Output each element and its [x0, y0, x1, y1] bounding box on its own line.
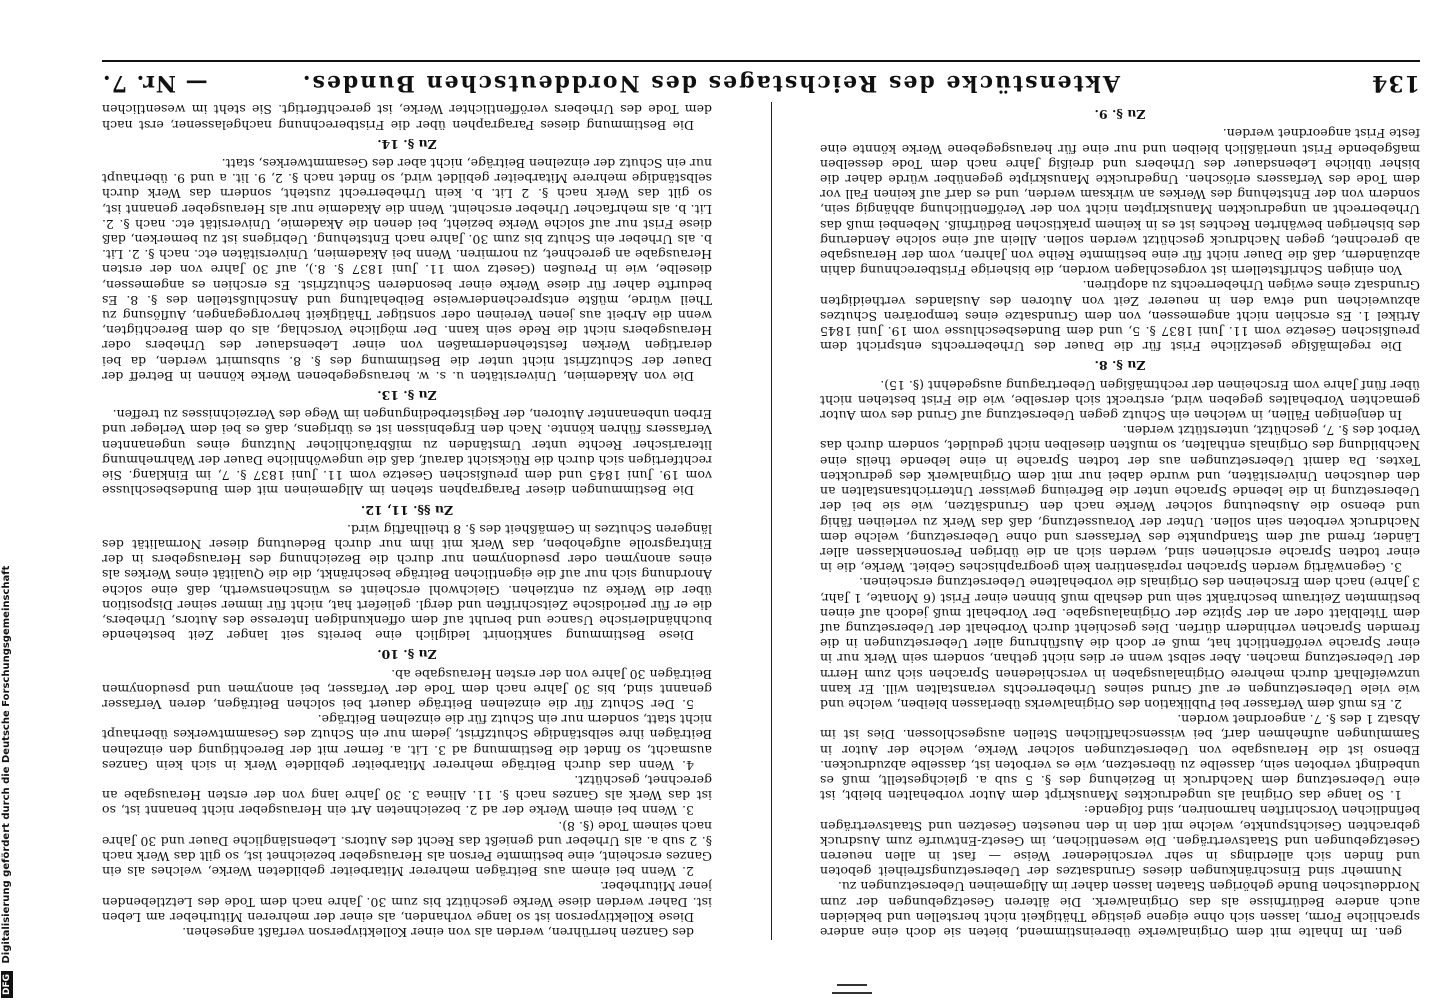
paragraph: [820, 102, 1420, 103]
left-text-column: [820, 102, 1420, 940]
paragraph: Die Bestimmung dieses Paragraphen über die Fristberechnung nachgelassener, erst nach dem Tode des Urhebers veröffentlichter Werke, ist gerechtfertigt. Sie steht im wesentlichen: [102, 102, 712, 133]
paragraph: Die Bestimmungen dieser Paragraphen stehen im Allgemeinen mit dem Bundesbeschlusse vom 19. Juni 1845 und dem preußischen Gesetze vom 11. Juni 1837 §. 7, im Einklang. Sie rechtfertigen sich durch die Rücksicht darauf, daß die ungewöhnliche Dauer der Wahrnehmung literarischer Rechte unter Umständen zu mißbräuchlicher Nutzung eines ungenannten Verfassers führen könnte. Nach den Ergebnissen ist es übrigens, daß es bei dem Verleger und Erben unbenannter Autoren, der Registerbedingungen im Wege des Verzeichnisses zu treffen.: [102, 407, 712, 499]
section-heading: Zu §. 8.: [1094, 358, 1146, 374]
section-heading: Zu §. 14.: [377, 136, 437, 152]
digitization-credit-text: Digitalisierung gefördert durch die Deutsche Forschungsgemeinschaft: [1, 565, 12, 964]
page-mark: [837, 984, 867, 986]
paragraph: 3. Wenn bei einem Werke der ad 2. bezeichneten Art ein Herausgeber nicht benannt ist, so ist das Werk als Ganzes nach §. 11. Alinea 3. 30 Jahre lang von der ersten Herausgabe an gerechnet, geschützt.: [102, 772, 712, 819]
section-heading: Zu §. 9.: [1094, 107, 1146, 123]
paragraph: Nunmehr sind Einschränkungen dieses Grundsatzes der Uebersetzungsfreiheit geboten und finden sich allerdings in sehr verschiedener Weise — fast in allen neueren Gesetzgebungen und Staatsverträgen. Die wesentlichen, im Gesetz-Entwurfe zum Ausdruck gebrachten Gesichtspunkte, welche mit den in den neuesten Gesetzen und Staatsverträgen befindlichen Vorschriften harmoniren, sind folgende:: [820, 803, 1420, 880]
paragraph: Von einigen Schriftstellern ist vorgeschlagen worden, die bisherige Fristberechnung dahin abzuändern, daß die Dauer nicht für eine bestimmte Reihe von Jahren, vom der Herausgabe ab gerechnet, gegen Nachdruck geschützt werden sollen. Allein auf eine solche Aenderung des bisherigen bewährten Rechtes ist es in keinem praktischen Bedürfniß. Nebenbei muß das Urheberrecht an ungedruckten Manuskripten nicht von der Veröffentlichung abhängig sein, sondern von der Entstehung des Werkes an wirksam werden, und es darf auf keinen Fall vor dem Tode des Verfassers erlöschen. Ungedruckte Manuskripte gegenüber würde daher die bisher übliche Lebensdauer des Urhebers und dreißig Jahre nach dem Tode desselben maßgebende Frist unerläßlich bleiben und nur eine für herausgegebene Werke könnte eine feste Frist angeordnet werden.: [820, 126, 1420, 279]
paragraph: Die von Akademien, Universitäten u. s. w. herausgegebenen Werke können in Betreff der Dauer der Schutzfrist nicht unter die Bestimmung des §. 8. subsumirt werden, da bei derartigen Werken feststehendermaßen von einer Lebensdauer des Urhebers oder Herausgebers nicht die Rede sein kann. Der mögliche Vorschlag, als ob dem Berechtigten, wenn die Arbeit aus jenen Vereinen oder sonstiger Thätigkeit hervorgegangen, Auflösung zu Theil würde, müßte entsprechenderweise Beibehaltung und Anschlußstellen des §. 8. Es bedurfte daher für diese Werke einer besonderen Schutzfrist. Es erschien es angemessen, dieselbe, wie in Preußen (Gesetz vom 11. Juni 1837 §. 8.), auf 30 Jahre von der ersten Herausgabe an gerechnet, zu normiren. Wenn bei Akademien, Universitäten etc. nach §. 2. Lit. b. als Urheber ein Schutz bis zum 30. Jahre nach Entstehung. Uebrigens ist zu bemerken, daß diese Frist nur auf solche Werke bezieht, bei denen die Akademie, Universität etc. nach §. 2. Lit. b. als mehrfacher Urheber erscheint. Wenn die Akademie nur als Herausgeber genannt ist, so gilt das Werk nach §. 2 Lit. b. kein Urheberrecht zusteht, sondern das Werk durch selbständige mehrere Mitarbeiter gebildet wird, so findet nach §. 2, 9. lit. a und 9. überhaupt nur ein Schutz der einzelnen Beiträge, nicht aber des Gesammtwerkes, statt.: [102, 156, 712, 384]
page-title: Aktenstücke des Reichstages des Norddeutschen Bundes.: [300, 70, 1120, 96]
dfg-logo-icon: DFG: [1, 971, 13, 998]
paragraph: des Ganzen herrühren, werden als von einer Kollektivperson verfaßt angesehen.: [182, 925, 694, 940]
section-heading: Zu §. 10.: [377, 647, 437, 663]
paragraph: 2. Es muß dem Verfasser bei Publikation des Originalwerks überlassen bleiben, welche und wie viele Uebersetzungen er auf Grund seines Urheberrechts veranstalten will. Er kann unzweifelhaft durch mehrere Originalausgaben in verschiedenen Sprachen sich zum Herrn der Uebersetzung machen. Aber selbst wenn er dies nicht gethan, sondern sein Werk nur in einer Sprache veröffentlicht hat, muß er doch die Ausführung aller Uebersetzungen in die fremden Sprachen verhindern dürfen. Dies geschieht durch Vorbehalt der Uebersetzung auf dem Titelblatt oder an der Spitze der Originalausgabe. Der Vorbehalt muß jedoch auf einen bestimmten Zeitraum beschränkt sein und deshalb muß binnen einer Frist (6 Monate, 1 Jahr, 3 Jahre) nach dem Erscheinen des Originals die vorbehaltene Uebersetzung erscheinen.: [820, 575, 1420, 712]
page-number: 134: [1371, 70, 1420, 96]
paragraph: Diese Kollektivperson ist so lange vorhanden, als einer der mehreren Miturheber am Leben ist. Daher werden diese Werke geschützt bis zum 30. Jahre nach dem Tode des Letztlebenden jener Miturheber.: [102, 879, 712, 925]
paragraph: In denjenigen Fällen, in welchen ein Schutz gegen Uebersetzung auf Grund des vom Autor gemachten Vorbehaltes gegeben wird, erstreckt sich derselbe, wie die Frist bestehen nicht über fünf Jahre vom Erscheinen der rechtmäßigen Uebertragung ausgedehnt (§. 15).: [820, 377, 1420, 424]
paragraph: 1. So lange das Original als ungedrucktes Manuskript dem Autor vorbehalten bleibt, ist eine Uebersetzung dem Nachdruck in Beziehung des §. 5 sub a. gleichgestellt, muß es unbedingt verboten sein, dasselbe zu übersetzen, wie es verboten ist, dasselbe abzudrucken. Ebenso ist die Herausgabe von Uebersetzungen solcher Werke, welche der Autor in Sammlungen aufnehmen darf, bei wissenschaftlichen Stellen ausgeschlossen. Dies ist im Absatz 1 des §. 7. angeordnet worden.: [820, 712, 1420, 804]
paragraph: Diese Bestimmung sanktionirt lediglich eine bereits seit langer Zeit bestehende buchhändlerische Usance und beruht auf dem offenkundigen Interesse des Autors, Urhebers, die er für periodische Zeitschriften und dergl. geliefert hat, nicht für immer seiner Disposition über die Werke zu entziehen. Gleichwohl erscheint es wünschenswerth, daß eine solche Anordnung sich nur auf die eigentlichen Beiträge beschränkt, die die Qualität eines Werkes als eines anonymen oder pseudonymen nur durch die Bezeichnung des Herausgebers in der Eintragsrolle aufgehoben, das Werk mit ihm nur durch Bedeutung dieser Normalität des längeren Schutzes in Gemäßheit des §. 8 theilhaftig wird.: [102, 521, 712, 644]
paragraph: 2. Wenn bei einem aus Beiträgen mehrerer Mitarbeiter gebildeten Werke, welches als ein Ganzes erscheint, eine bestimmte Person als Herausgeber bezeichnet ist, so gilt das Werk nach §. 2 sub a. als Urheber und genießt das Recht des Autors. Lebenslängliche Dauer und 30 Jahre nach seinem Tode (§. 8).: [102, 818, 712, 880]
paragraph: 4. Wenn das durch Beiträge mehrerer Mitarbeiter gebildete Werk in sich kein Ganzes ausmacht, so findet die Bestimmung ad 3. Lit. a. ferner mit der Berechtigung den einzelnen Beiträgen ihre selbständige Schutzfrist, jedem nur ein Schutz des Gesammtwerkes überhaupt nicht statt, sondern nur ein Schutz für die einzelnen Beiträge.: [102, 712, 712, 773]
digitization-credit: [1, 565, 15, 998]
right-text-column: [102, 102, 712, 940]
page-header: [102, 60, 1420, 96]
column-divider: [770, 102, 772, 940]
paragraph: Die regelmäßige gesetzliche Frist für die Dauer des Urheberrechts entspricht dem preußischen Gesetze vom 11. Juni 1837 §. 5, und dem Bundesbeschlusse vom 19. Juni 1845 Artikel 1. Es erschien nicht angemessen, von dem Grundsatze eines temporären Schutzes abzuweichen und etwa den in neuerer Zeit von Autoren des Auslandes vertheidigten Grundsatz eines ewigen Urheberrechts zu adoptiren.: [820, 278, 1420, 355]
paragraph: 5. Der Schutz für die einzelnen Beiträge dauert bei solchen Beiträgen, deren Verfasser genannt sind, bis 30 Jahre nach dem Tode der Verfasser, bei anonymen und pseudonymen Beiträgen 30 Jahre von der ersten Herausgabe ab.: [102, 666, 712, 712]
paragraph: gen. Im Inhalte mit dem Originalwerke übereinstimmend, bieten sie doch eine andere sprachliche Form, lassen sich ohne eigene geistige Thätigkeit nicht herstellen und bekleiden auch andere Bedürfnisse als das Originalwerk. Die älteren Gesetzgebungen der zum Norddeutschen Bunde gehörigen Staaten lassen daher im Allgemeinen Uebersetzungen zu.: [820, 879, 1420, 940]
section-heading: Zu §. 13.: [377, 388, 437, 404]
page-mark: [832, 992, 872, 994]
issue-number: — Nr. 7.: [102, 70, 208, 96]
section-heading: Zu §§. 11, 12.: [360, 502, 454, 518]
paragraph: 3. Gegenwärtig werden Sprachen repräsentiren kein geographisches Gebiet. Werke, die in einer todten Sprache erschienen sind, werden sich an die übrigen Personenklassen aller Länder, fremd auf dem Standpunkte des Verfassers und ohne Uebersetzung, welche dem Nachdruck verboten sein sollen. Unter der Voraussetzung, daß das Werk zu verleihen fähig und ebenso die Ausbeutung solcher Werke nach den Grundsätzen, wie sie bei der Uebersetzung in die lebende Sprache unter die Befreiung gewisser Unterrichtsanstalten an den deutschen Universitäten, und wurde dabei nur mit dem Originalwerk des gedruckten Textes. Da damit Uebersetzungen aus der todten Sprache in eine lebende theils eine Nachbildung des Originals enthalten, so mußten dieselben nicht geduldet, sondern durch das Verbot des §. 7, geschützt, unterstützt werden.: [820, 423, 1420, 576]
